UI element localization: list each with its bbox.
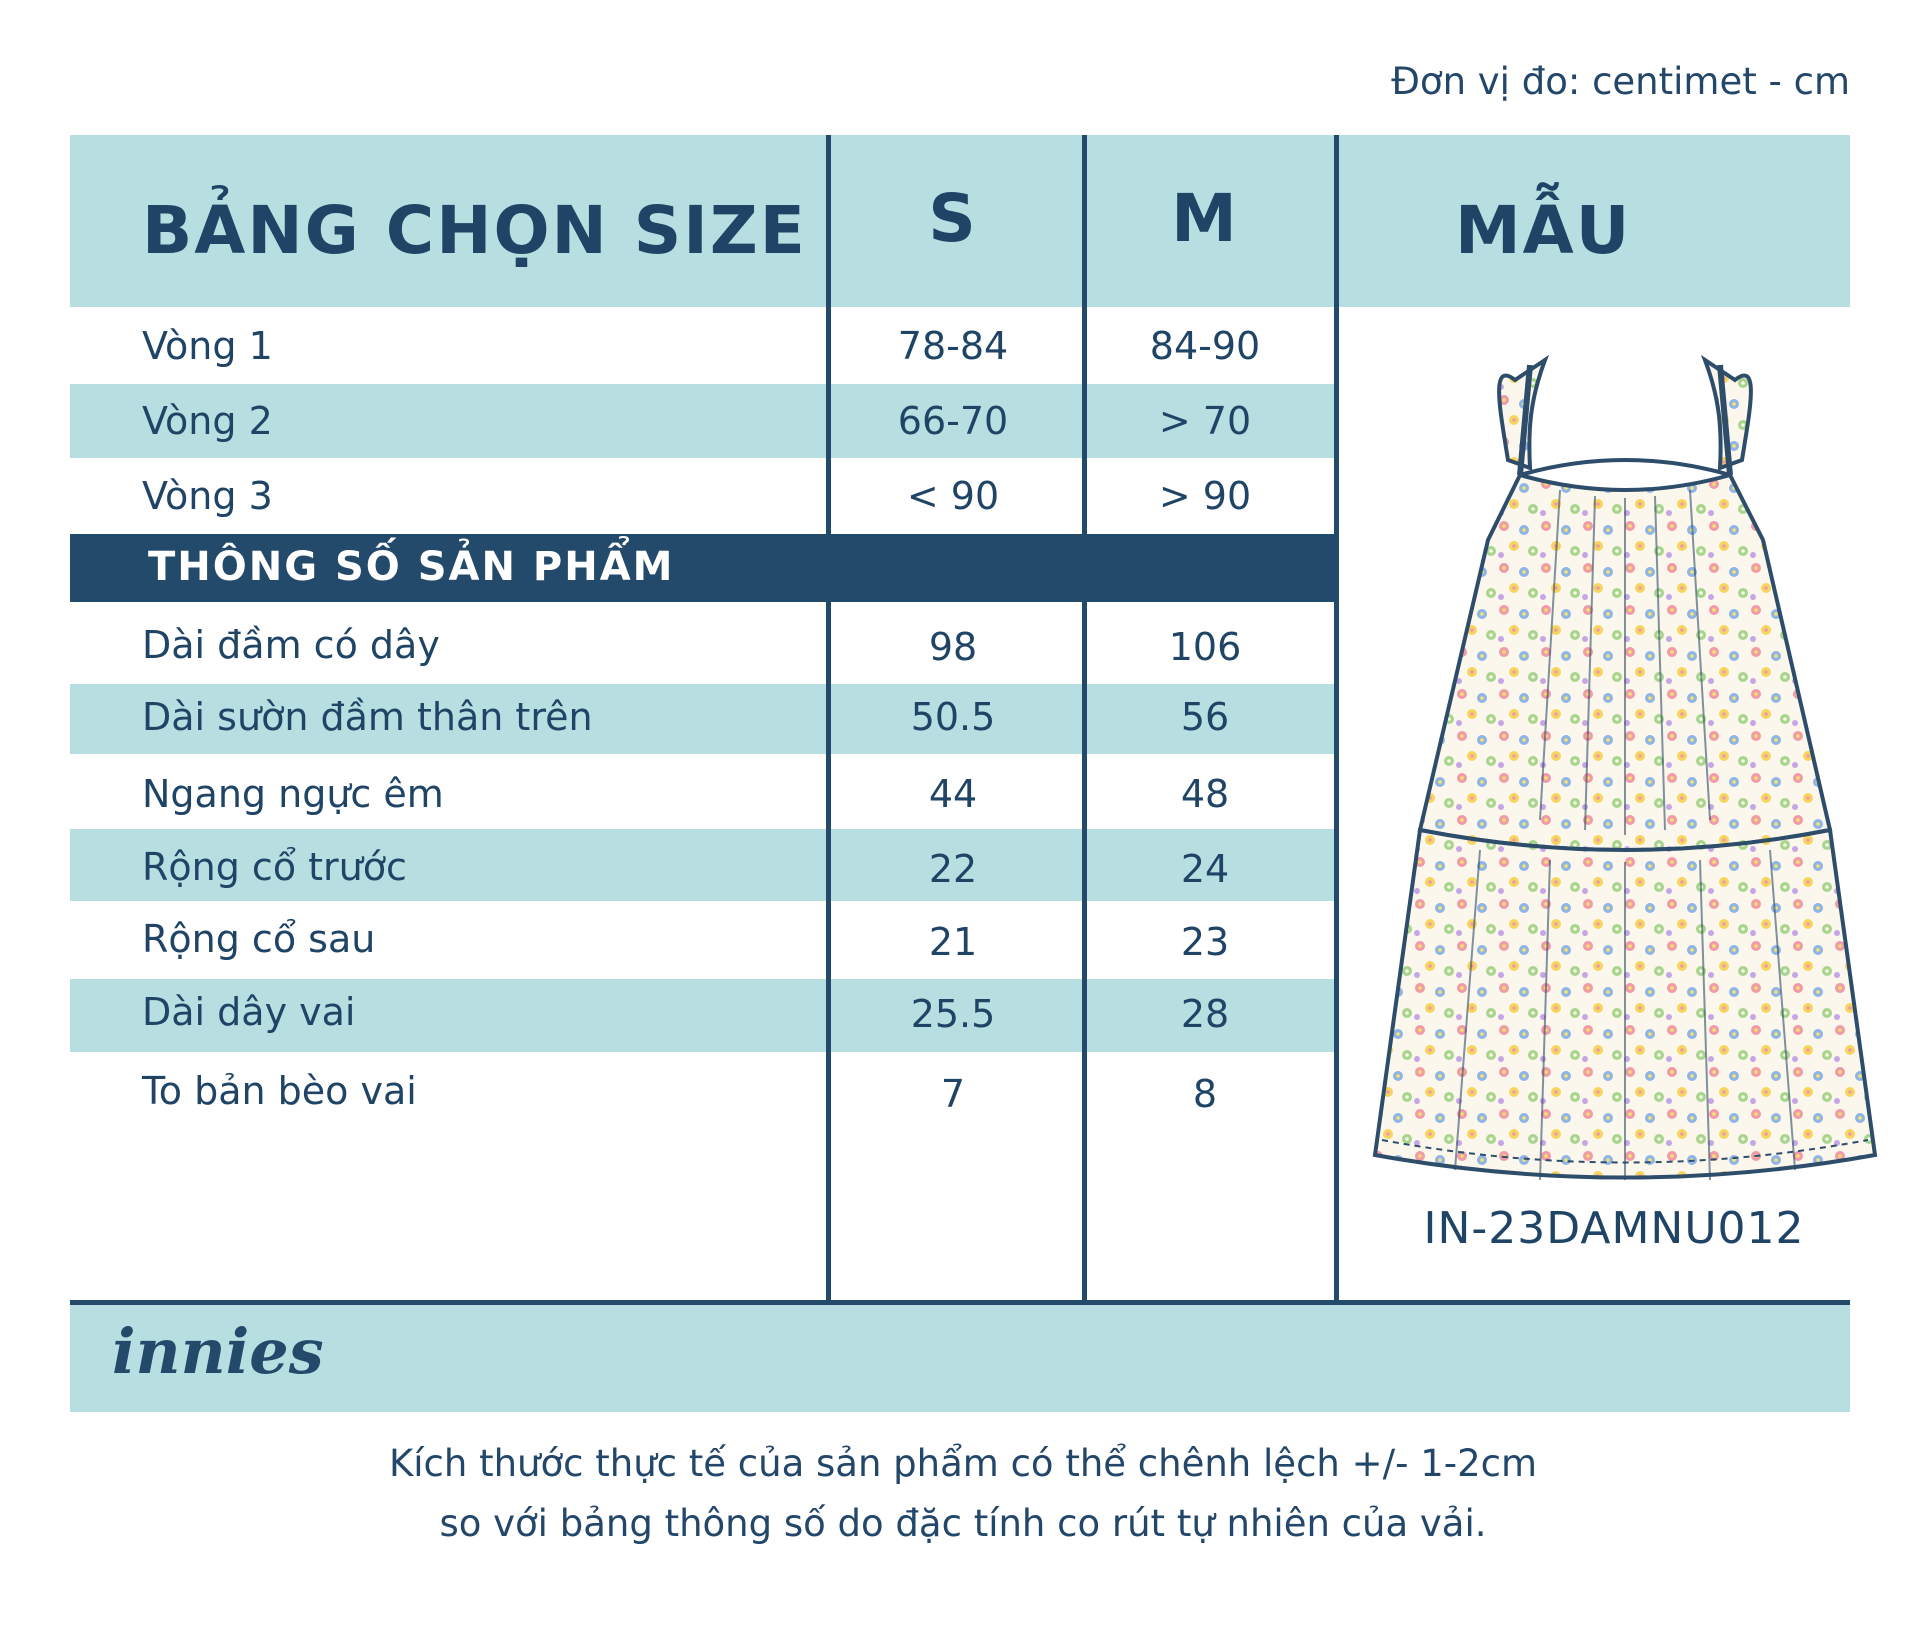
row-value-m: > 70 (1158, 399, 1252, 443)
size-s-header: S (928, 180, 978, 257)
row-value-m: 84-90 (1149, 324, 1261, 368)
row-label: Ngang ngực êm (142, 772, 444, 816)
row-value-s: 22 (928, 847, 978, 891)
row-value-s: 98 (928, 625, 978, 669)
row-label: Vòng 3 (142, 474, 273, 518)
dress-illustration (1370, 350, 1880, 1180)
footer-divider (70, 1300, 1850, 1305)
row-value-m: 8 (1192, 1072, 1218, 1116)
table-title: BẢNG CHỌN SIZE (142, 192, 807, 269)
row-value-m: 56 (1180, 695, 1230, 739)
footnote-line-1: Kích thước thực tế của sản phẩm có thể chênh lệch +/- 1-2cm (388, 1442, 1538, 1485)
row-label: Dài đầm có dây (142, 623, 440, 667)
sample-header: MẪU (1455, 192, 1632, 269)
section-title: THÔNG SỐ SẢN PHẨM (148, 544, 675, 590)
row-value-s: 7 (940, 1072, 966, 1116)
footnote-line-2: so với bảng thông số do đặc tính co rút tự nhiên của vải. (439, 1502, 1487, 1545)
model-code: IN-23DAMNU012 (1423, 1203, 1805, 1254)
row-value-s: 44 (928, 772, 978, 816)
row-value-m: 24 (1180, 847, 1230, 891)
row-value-s: 50.5 (910, 695, 996, 739)
row-value-m: 28 (1180, 992, 1230, 1036)
brand-logo: innies (112, 1315, 324, 1388)
row-value-m: 48 (1180, 772, 1230, 816)
row-label: Vòng 1 (142, 324, 273, 368)
size-m-header: M (1171, 180, 1239, 257)
row-label: Dài dây vai (142, 990, 356, 1034)
row-value-s: 25.5 (910, 992, 996, 1036)
footer-band (70, 1302, 1850, 1412)
row-value-m: 106 (1168, 625, 1242, 669)
row-label: To bản bèo vai (142, 1069, 417, 1113)
row-label: Vòng 2 (142, 399, 273, 443)
row-label: Dài sườn đầm thân trên (142, 695, 593, 739)
row-value-m: 23 (1180, 920, 1230, 964)
row-label: Rộng cổ trước (142, 845, 407, 889)
row-value-s: 21 (928, 920, 978, 964)
row-value-m: > 90 (1158, 474, 1252, 518)
row-value-s: 66-70 (897, 399, 1009, 443)
row-value-s: 78-84 (897, 324, 1009, 368)
unit-note: Đơn vị đo: centimet - cm (1391, 60, 1850, 103)
row-label: Rộng cổ sau (142, 917, 376, 961)
row-value-s: < 90 (906, 474, 1000, 518)
divider-m-sample (1334, 135, 1339, 1302)
